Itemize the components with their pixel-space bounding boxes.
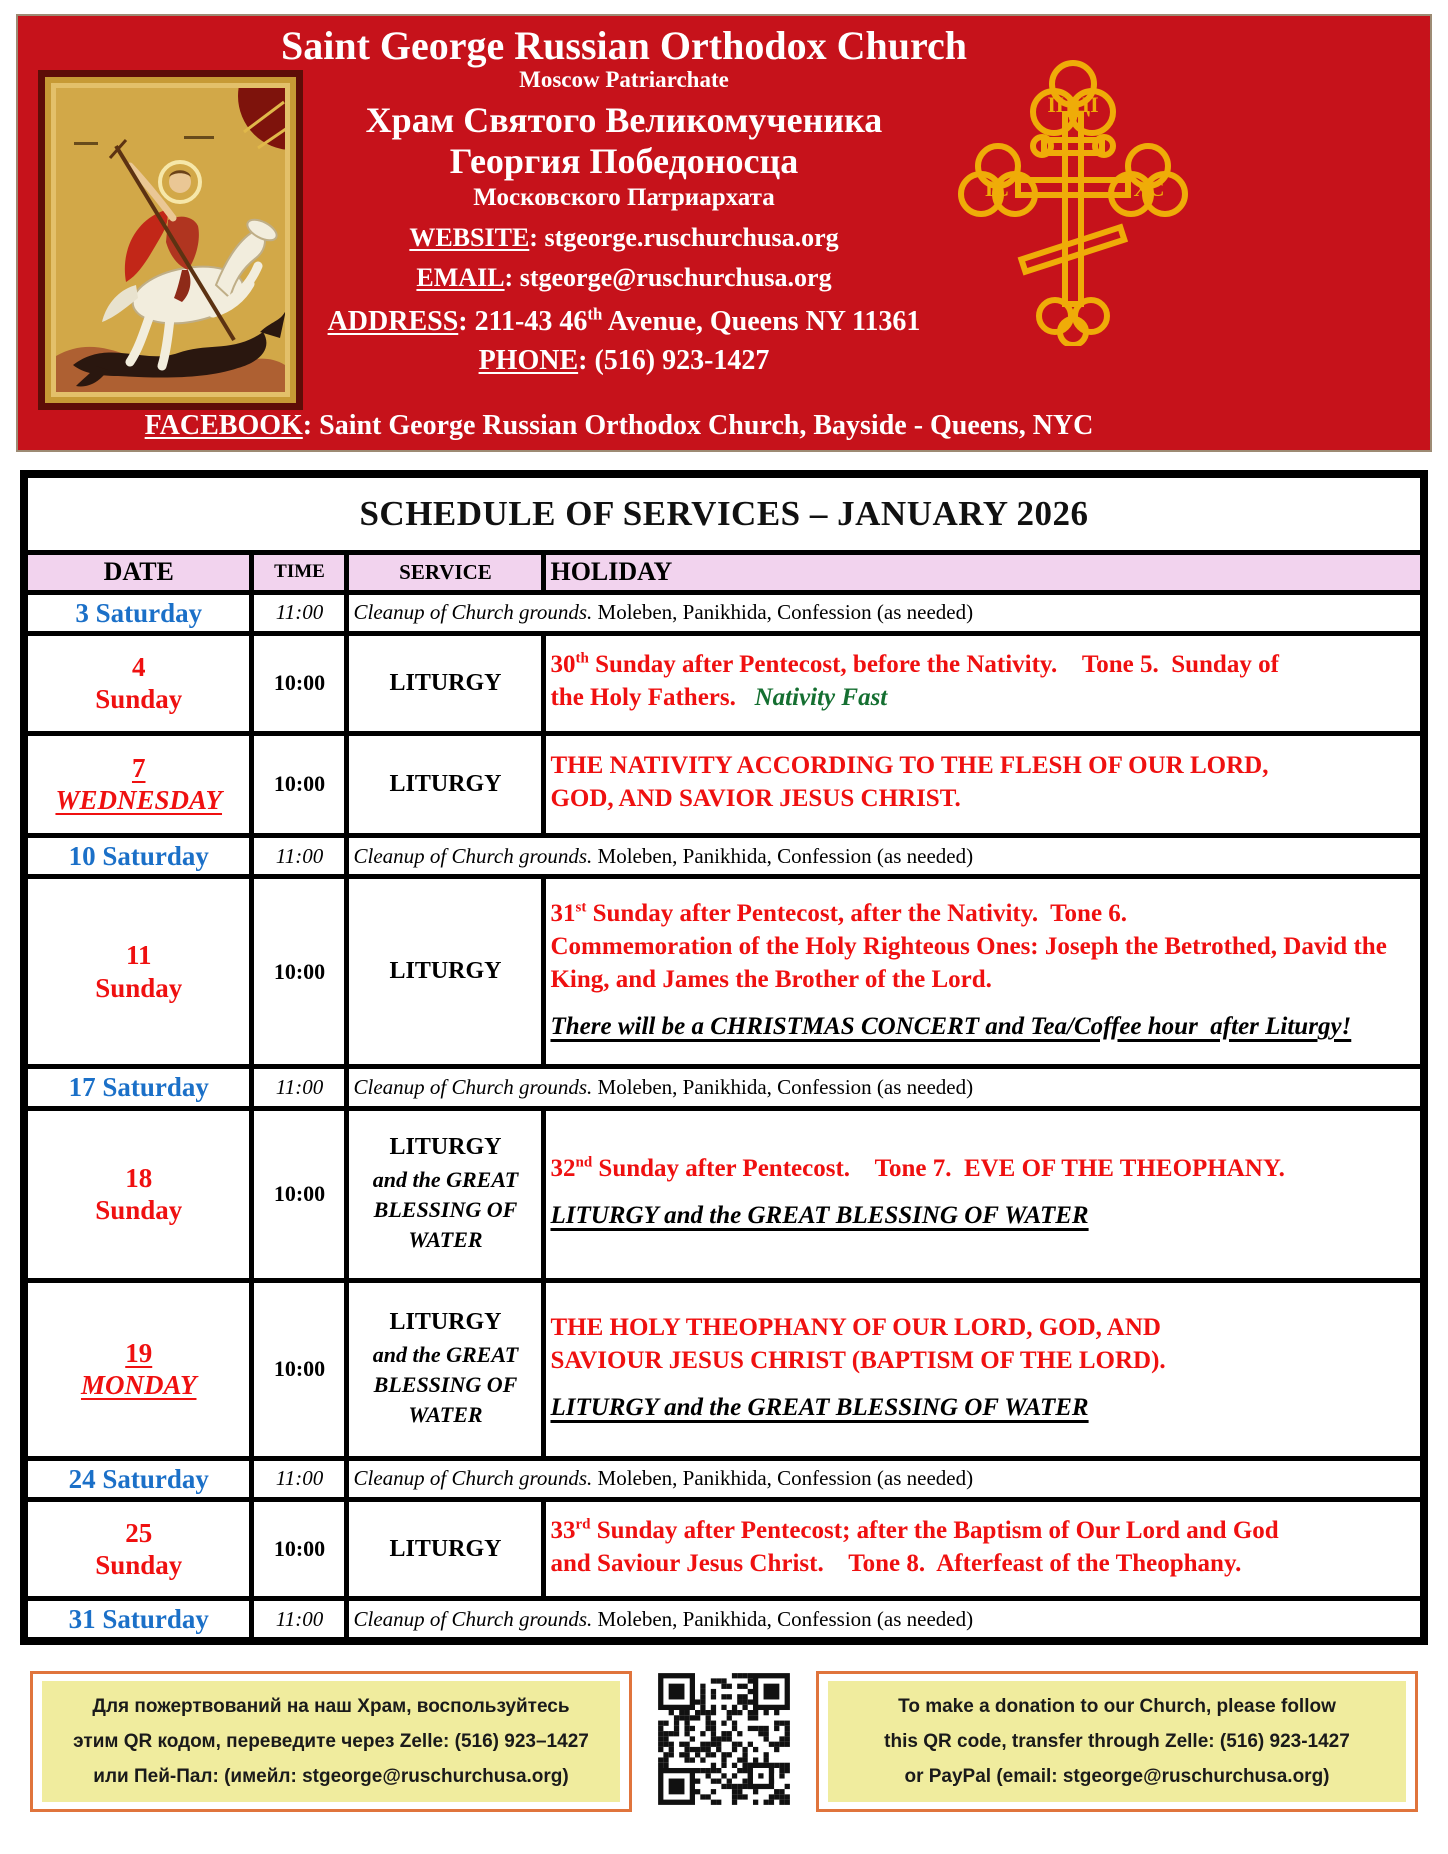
service-row bbox=[24, 1500, 1424, 1599]
cross-inscription-top: ІНЦІ bbox=[1047, 92, 1099, 117]
text-segment: THE NATIVITY ACCORDING TO THE FLESH OF OUR LORD, bbox=[550, 752, 1269, 780]
date-text: 24 Saturday bbox=[68, 1463, 209, 1494]
text-segment: the Holy Fathers. bbox=[550, 684, 755, 712]
colon: : bbox=[529, 223, 545, 253]
text-segment: Sunday after Pentecost. Tone 7. EVE OF THE THEOPHANY. bbox=[592, 1155, 1285, 1183]
text-segment: 33 bbox=[550, 1517, 576, 1545]
text-segment: Moleben, Panikhida, Confession (as needed) bbox=[592, 600, 974, 625]
date-cell bbox=[24, 877, 252, 1067]
donation-text-line: or PayPal (email: stgeorge@ruschurchusa.org) bbox=[904, 1766, 1330, 1788]
column-header-time: TIME bbox=[252, 552, 347, 592]
time-cell: 10:00 bbox=[252, 877, 347, 1067]
website-line bbox=[258, 224, 990, 253]
donation-text-line: или Пей-Пал: (имейл: stgeorge@ruschurchusa.org) bbox=[93, 1766, 569, 1788]
date-text: Sunday bbox=[95, 972, 183, 1003]
address-line bbox=[258, 307, 990, 338]
donation-text-line: To make a donation to our Church, please follow bbox=[898, 1696, 1336, 1718]
st-george-icon-image bbox=[38, 70, 303, 410]
qr-code-image bbox=[656, 1671, 792, 1807]
facebook-line bbox=[138, 410, 1100, 442]
qr-code bbox=[656, 1671, 792, 1812]
date-cell bbox=[24, 1108, 252, 1280]
text-segment: There will be a CHRISTMAS CONCERT and Tea/Coffee hour after Liturgy! bbox=[550, 1012, 1352, 1040]
date-text: WEDNESDAY bbox=[55, 785, 223, 816]
text-segment: Moleben, Panikhida, Confession (as needed) bbox=[592, 1606, 974, 1631]
holiday-paragraph bbox=[550, 1311, 1416, 1377]
holiday-cell bbox=[544, 733, 1424, 835]
service-text: LITURGY bbox=[389, 1134, 502, 1161]
service-cell bbox=[347, 1280, 544, 1458]
column-header-service: SERVICE bbox=[347, 552, 544, 592]
text-segment: nd bbox=[575, 1154, 593, 1171]
holiday-paragraph bbox=[550, 1199, 1416, 1232]
saturday-row bbox=[24, 1458, 1424, 1499]
facebook-value: Saint George Russian Orthodox Church, Bayside - Queens, NYC bbox=[319, 410, 1094, 441]
address-label: ADDRESS bbox=[327, 306, 459, 338]
website-value: stgeorge.ruschurchusa.org bbox=[544, 223, 839, 253]
schedule-table bbox=[20, 470, 1428, 1645]
time-cell: 10:00 bbox=[252, 1280, 347, 1458]
time-cell: 10:00 bbox=[252, 1500, 347, 1599]
saturday-row bbox=[24, 835, 1424, 876]
church-name-russian-line2: Георгия Победоносца bbox=[449, 141, 799, 182]
text-segment: Moleben, Panikhida, Confession (as needed) bbox=[592, 1074, 974, 1099]
banner-text-block bbox=[258, 16, 990, 377]
donation-text-line: this QR code, transfer through Zelle: (516) 923-1427 bbox=[884, 1731, 1350, 1753]
text-segment: rd bbox=[575, 1516, 591, 1533]
colon: : bbox=[302, 410, 320, 441]
schedule-header-row bbox=[24, 552, 1424, 592]
date-text: 17 Saturday bbox=[68, 1072, 209, 1103]
orthodox-cross bbox=[958, 54, 1188, 346]
time-cell: 10:00 bbox=[252, 733, 347, 835]
time-cell: 11:00 bbox=[252, 1599, 347, 1642]
service-cell bbox=[347, 633, 544, 733]
service-row bbox=[24, 1280, 1424, 1458]
service-text: LITURGY bbox=[389, 1309, 502, 1336]
text-segment: SAVIOUR JESUS CHRIST (BAPTISM OF THE LORD). bbox=[550, 1346, 1166, 1374]
donation-text-line: Для пожертвований на наш Храм, воспользуйтесь bbox=[92, 1696, 570, 1718]
saturday-row bbox=[24, 592, 1424, 633]
service-row bbox=[24, 1108, 1424, 1280]
date-cell bbox=[24, 1458, 252, 1499]
date-text: 25 bbox=[125, 1517, 153, 1548]
service-text: LITURGY bbox=[389, 958, 502, 985]
service-cell bbox=[347, 733, 544, 835]
email-value: stgeorge@ruschurchusa.org bbox=[519, 262, 832, 292]
phone-line bbox=[258, 346, 990, 377]
email-label: EMAIL bbox=[416, 262, 505, 292]
date-text: 3 Saturday bbox=[75, 597, 203, 628]
date-text: 4 bbox=[131, 652, 146, 682]
cross-inscription-left: ІС bbox=[984, 176, 1010, 201]
cleanup-cell bbox=[347, 1599, 1424, 1642]
schedule-title: SCHEDULE OF SERVICES – JANUARY 2026 bbox=[24, 474, 1424, 552]
time-cell: 10:00 bbox=[252, 1108, 347, 1280]
text-segment: Moleben, Panikhida, Confession (as needed) bbox=[592, 1466, 974, 1491]
holiday-paragraph bbox=[550, 897, 1416, 996]
date-text: Sunday bbox=[95, 1550, 183, 1581]
holiday-paragraph bbox=[550, 1152, 1416, 1185]
text-segment: Commemoration of the Holy Righteous Ones: Joseph the Betrothed, David the King, and James the Brother of the Lord. bbox=[550, 932, 1394, 993]
cross-inscription-right: ХС bbox=[1133, 176, 1165, 201]
date-text: 11 bbox=[125, 940, 152, 971]
date-cell bbox=[24, 592, 252, 633]
text-segment: 31 bbox=[550, 899, 576, 927]
orthodox-cross-icon bbox=[958, 54, 1188, 346]
column-header-holiday: HOLIDAY bbox=[544, 552, 1424, 592]
date-text: 31 Saturday bbox=[68, 1604, 209, 1635]
saturday-row bbox=[24, 1067, 1424, 1108]
colon: : bbox=[578, 345, 595, 377]
date-text: MONDAY bbox=[80, 1370, 197, 1401]
facebook-label: FACEBOOK bbox=[144, 410, 303, 441]
text-segment: LITURGY and the GREAT BLESSING OF WATER bbox=[550, 1202, 1089, 1230]
phone-label: PHONE bbox=[478, 345, 579, 377]
schedule-title-row bbox=[24, 474, 1424, 552]
colon: : bbox=[504, 262, 520, 292]
time-cell: 11:00 bbox=[252, 592, 347, 633]
holiday-cell bbox=[544, 1500, 1424, 1599]
service-text: and the GREAT BLESSING OF WATER bbox=[372, 1342, 519, 1427]
date-text: 19 bbox=[125, 1337, 153, 1368]
date-text: 10 Saturday bbox=[68, 840, 209, 871]
holiday-paragraph bbox=[550, 1391, 1416, 1424]
text-segment: th bbox=[575, 651, 589, 668]
time-cell: 11:00 bbox=[252, 835, 347, 876]
text-segment: Nativity Fast bbox=[754, 684, 888, 712]
date-cell bbox=[24, 835, 252, 876]
cleanup-cell bbox=[347, 592, 1424, 633]
text-segment: LITURGY and the GREAT BLESSING OF WATER bbox=[550, 1393, 1089, 1421]
text-segment: GOD, AND SAVIOR JESUS CHRIST. bbox=[550, 785, 961, 813]
date-cell bbox=[24, 633, 252, 733]
service-row bbox=[24, 633, 1424, 733]
text-segment: Cleanup of Church grounds. bbox=[353, 1074, 593, 1099]
saturday-row bbox=[24, 1599, 1424, 1642]
donation-info-russian bbox=[30, 1671, 632, 1812]
text-segment: st bbox=[575, 899, 587, 916]
holiday-paragraph bbox=[550, 749, 1416, 815]
service-cell bbox=[347, 877, 544, 1067]
service-text: LITURGY bbox=[389, 770, 502, 797]
text-segment: Cleanup of Church grounds. bbox=[353, 600, 593, 625]
text-segment: Moleben, Panikhida, Confession (as needed) bbox=[592, 843, 974, 868]
text-segment: Sunday after Pentecost; after the Baptism of Our Lord and God bbox=[590, 1517, 1279, 1545]
cleanup-cell bbox=[347, 1067, 1424, 1108]
holiday-paragraph bbox=[550, 648, 1416, 714]
service-text: LITURGY bbox=[389, 1535, 502, 1562]
holiday-cell bbox=[544, 1280, 1424, 1458]
service-text: LITURGY bbox=[389, 669, 502, 696]
st-george-icon bbox=[38, 70, 303, 410]
column-header-date: DATE bbox=[24, 552, 252, 592]
date-text: Sunday bbox=[95, 1195, 183, 1226]
phone-value: (516) 923-1427 bbox=[594, 345, 770, 377]
date-cell bbox=[24, 733, 252, 835]
holiday-paragraph bbox=[550, 1010, 1416, 1043]
service-row bbox=[24, 877, 1424, 1067]
patriarchate-russian: Московского Патриархата bbox=[473, 184, 775, 212]
church-header-banner bbox=[16, 14, 1432, 452]
holiday-cell bbox=[544, 633, 1424, 733]
date-cell bbox=[24, 1280, 252, 1458]
holiday-cell bbox=[544, 1108, 1424, 1280]
text-segment: THE HOLY THEOPHANY OF OUR LORD, GOD, AND bbox=[550, 1313, 1161, 1341]
address-value: 211-43 46th Avenue, Queens NY 11361 bbox=[474, 305, 921, 338]
time-cell: 10:00 bbox=[252, 633, 347, 733]
date-cell bbox=[24, 1599, 252, 1642]
church-name-russian-line1: Храм Святого Великомученика bbox=[365, 99, 883, 140]
church-name-english: Saint George Russian Orthodox Church bbox=[280, 23, 967, 68]
date-text: 7 bbox=[131, 753, 146, 783]
text-segment: Cleanup of Church grounds. bbox=[353, 1466, 593, 1491]
text-segment: Cleanup of Church grounds. bbox=[353, 843, 593, 868]
service-row bbox=[24, 733, 1424, 835]
text-segment: and Saviour Jesus Christ. Tone 8. Afterfeast of the Theophany. bbox=[550, 1550, 1242, 1578]
time-cell: 11:00 bbox=[252, 1458, 347, 1499]
website-label: WEBSITE bbox=[409, 223, 530, 253]
cleanup-cell bbox=[347, 1458, 1424, 1499]
cleanup-cell bbox=[347, 835, 1424, 876]
time-cell: 11:00 bbox=[252, 1067, 347, 1108]
service-text: and the GREAT BLESSING OF WATER bbox=[372, 1167, 519, 1252]
service-cell bbox=[347, 1500, 544, 1599]
donation-info-english bbox=[816, 1671, 1418, 1812]
holiday-cell bbox=[544, 877, 1424, 1067]
donation-text-line: этим QR кодом, переведите через Zelle: (516) 923–1427 bbox=[73, 1731, 589, 1753]
text-segment: Sunday after Pentecost, after the Nativity. Tone 6. bbox=[586, 899, 1128, 927]
date-text: Sunday bbox=[95, 684, 183, 715]
date-text: 18 bbox=[125, 1162, 153, 1193]
patriarchate-english: Moscow Patriarchate bbox=[519, 67, 729, 93]
text-segment: Cleanup of Church grounds. bbox=[353, 1606, 593, 1631]
email-line bbox=[258, 264, 990, 293]
text-segment: Sunday after Pentecost, before the Nativity. Tone 5. Sunday of bbox=[588, 651, 1279, 679]
text-segment: 32 bbox=[550, 1155, 576, 1183]
holiday-paragraph bbox=[550, 1514, 1416, 1580]
service-cell bbox=[347, 1108, 544, 1280]
date-cell bbox=[24, 1500, 252, 1599]
text-segment: 30 bbox=[550, 651, 576, 679]
colon: : bbox=[458, 306, 475, 338]
donation-section bbox=[30, 1671, 1418, 1812]
date-cell bbox=[24, 1067, 252, 1108]
